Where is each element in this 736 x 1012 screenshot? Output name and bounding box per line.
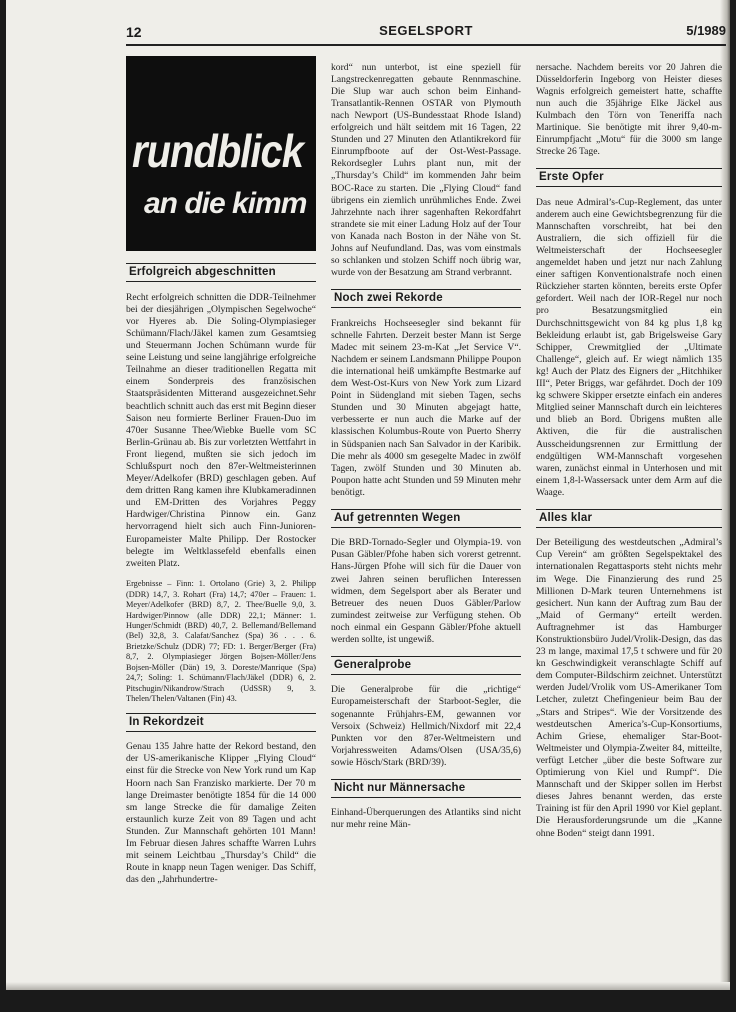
article-text: Frankreichs Hochseesegler sind bekannt für schnelle Fahrten. Derzeit bester Mann ist Serge Madec mit seinem 23-m-Kat „Jet Service V“. Nachdem er seinem Landsmann Philippe Poupon die international heiß umkämpfte Bestmarke auf dem West-Ost-Kurs von New York zum Lizard Point in Südengland mit sieben Tagen, sechs Stunden und 30 Minuten abgejagt hatte, verbesserte er nun auch die Marke auf der klassischen Kolumbus-Route von Puerto Sherry in Südspanien nach San Salvador in der Karibik. Die mehr als 4000 sm gesegelte Madec in zwölf Tagen, zwölf Stunden und 30 Minuten ab. Poupon hatte acht Stunden und 59 Minuten mehr benötigt. bbox=[331, 317, 521, 498]
article-heading: Auf getrennten Wegen bbox=[331, 509, 521, 528]
article-heading: Alles klar bbox=[536, 509, 722, 528]
article-heading: Noch zwei Rekorde bbox=[331, 289, 521, 308]
article-text: Einhand-Überquerungen des Atlantiks sind nicht nur mehr reine Män- bbox=[331, 807, 521, 831]
column-3 bbox=[536, 52, 722, 849]
article-rekordzeit bbox=[126, 713, 316, 887]
article-erste-opfer bbox=[536, 168, 722, 499]
article-heading: In Rekordzeit bbox=[126, 713, 316, 732]
article-text: kord“ nun unterbot, ist eine speziell für Langstreckenregatten gebaute Rennmaschine. Die Slup war auch schon beim Einhand-Transatlantik-Rennen OSTAR von Plymouth nach Newport (US-Bundesstaat Rhode Island) erfolgreich und hält seitdem mit 16 Tagen, 22 Stunden und 27 Minuten den Atlantikrekord für Einrumpfboote auf der Ost-West-Passage. Rekordsegler Luhrs plant nun, mit der „Thursday’s Child“ im kommenden Jahr beim BOC-Race zu starten. Die „Flying Cloud“ fand übrigens ein ziemlich unrühmliches Ende. Zwei Jahrzehnte nach ihrer sagenhaften Rekordfahrt strandete sie mit einer Ladung Holz auf der Tour von Kanada nach Boston in der Nähe von St. Johns auf Neufundland. Das, was vom einstmals so schlanken und stolzen Schiff noch übrig war, wurde von der Besatzung am Strand verbrannt. bbox=[331, 61, 521, 279]
results-text: Ergebnisse – Finn: 1. Ortolano (Grie) 3, 2. Philipp (DDR) 14,7, 3. Rohart (Fra) 14,7; 470er – Frauen: 1. Meyer/Adelkofer (BRD) 8,7, 2. Thee/Buelle 9,0, 3. Hardwiger/Pinnow (alle DDR) 22,1; Männer: 1. Hunger/Schmidt (BRD) 40,7, 2. Bellemand/Bellemand (Bel) 32,8, 3. Calafat/Sanchez (Spa) 36 . . . 6. Brietzke/Schulz (DDR) 77; FD: 1. Berger/Berger (Fra) 8,7, 2. Olympiasieger Jörgen Bojsen-Möller/Jens Bojsen-Möller (Dän) 19, 3. Doreste/Manrique (Spa) 24,7; Soling: 1. Schümann/Flach/Jäkel (DDR) 6, 2. Pitschugin/Nikandrow/Strach (UdSSR) 9, 3. Thelen/Thelen/Valtanen (Fin) 43. bbox=[126, 579, 316, 703]
article-text: Die Generalprobe für die „richtige“ Europameisterschaft der Starboot-Segler, die sogenannte Frühjahrs-EM, gewannen vor Versoix (Schweiz) Hellmich/Nixdorf mit 22,4 Punkten vor den 87er-Weltmeistern und Vorjahressweiten Adams/Olsen (USA/35,6) sowie Hösch/Stark (BRD/39). bbox=[331, 684, 521, 768]
article-heading: Generalprobe bbox=[331, 656, 521, 675]
article-text: Die BRD-Tornado-Segler und Olympia-19. von Pusan Gäbler/Pfohe haben sich vorerst getrennt. Hans-Jürgen Pfohe will sich für die Dauer von zwei Jahren seinen beruflichen Interessen widmen, dem Segelsport aber als Berater und Betreuer des neuen Duos Gäbler/Parlow zumindest zeitweise zur Verfügung stehen. Ob noch einmal ein Gespann Gäbler/Pfohe aktuell werden sollte, ist ungewiß. bbox=[331, 537, 521, 645]
article-text: Recht erfolgreich schnitten die DDR-Teilnehmer bei der diesjährigen „Olympischen Segelwoche“ vor Hyeres ab. Die Soling-Olympiasieger Schümann/Flach/Jäkel kamen zum Gesamtsieg und Steuermann Jochen Schümann wurde für seine Leistung und seine langjährige erfolgreiche Teilnahme an dieser traditionellen Regatta mit einem Sonderpreis des französischen Staatspräsidenten Mitterand ausgezeichnet.Sehr beachtlich schnitt auch das erst mit Beginn dieser Saison neu formierte Berliner Frauen-Duo im 470er Susanne Thee/Wiebke Buelle vom SC Berlin-Grünau ab. Bis zur vorletzten Wettfahrt in Front liegend, mußten sie sich jedoch im Schlußspurt noch den 87er-Weltmeisterinnen Meyer/Adelkofer (BRD) geschlagen geben. Auf dem dritten Rang kamen ihre Klubkameradinnen und EM-Dritten des Vorjahres Peggy Hardwiger/Christina Pinnow ein. Ganz hervorragend hielt sich auch Finn-Junioren-Europameister Malte Philipp. Der Rostocker belegte im Weltklassefeld ebenfalls einen zweiten Platz. bbox=[126, 291, 316, 569]
header-rule bbox=[126, 44, 726, 46]
page-header bbox=[126, 22, 726, 42]
article-text: nersache. Nachdem bereits vor 20 Jahren die Düsseldorferin Ingeborg von Heister dieses Wagnis erfolgreich gemeistert hatte, schaffte nun auch die 35jährige Elke Jäckel aus Kulmbach den Törn von Teneriffa nach Martinique. Sie benötigte mit ihrer 9,40-m-Einrumpfjacht „Motu“ für die 3000 sm lange Strecke 26 Tage. bbox=[536, 61, 722, 158]
article-text: Genau 135 Jahre hatte der Rekord bestand, den der US-amerikanische Klipper „Flying Cloud“ einst für die Strecke von New York rund um Kap Hoorn nach San Franzisko markierte. Der 70 m lange Dreimaster benötigte 1854 für die 14 000 sm lange Strecke die für damalige Zeiten erstaunlich kurze Zeit von 89 Tagen und acht Stunden. Zur Mannschaft gehörten 101 Mann! Im Februar diesen Jahres schaffte Warren Luhrs mit seinem Leichtbau „Thursday’s Child“ die Route in knapp neun Tagen weniger. Das Schiff, das den „Jahrhundertre- bbox=[126, 741, 316, 886]
article-zwei-rekorde bbox=[331, 289, 521, 499]
article-generalprobe bbox=[331, 656, 521, 769]
magazine-page bbox=[6, 0, 730, 990]
article-getrennte-wege bbox=[331, 509, 521, 647]
article-erfolgreich bbox=[126, 263, 316, 704]
article-maennersache-cont bbox=[536, 62, 722, 159]
page-bottom-shadow bbox=[6, 982, 730, 990]
page-number: 12 bbox=[126, 24, 142, 40]
issue-number: 5/1989 bbox=[686, 23, 726, 38]
article-text: Der Beteiligung des westdeutschen „Admiral’s Cup Verein“ am größten Segelspektakel des internationalen Regattasports steht nichts mehr im Wege. Die Finanzierung des rund 25 Millionen D-Mark teuren Unternehmens ist gesichert. Nun kann der Auftrag zum Bau der „Maid of Germany“ erteilt werden. Auftragnehmer ist das Hamburger Konstruktionsbüro Judel/Vrolik-Design, das das 23 m lange, maximal 17,5 t schwere und für 20 kn Geschwindigkeit veranschlagte Schiff auf dem Computer-Bildschirm zeichnet. Unterstützt werden Judel/Vrolik vom US-Amerikaner Tom Letcher, zuletzt Chefingenieur beim Bau der „Stars and Stripes“. Wie der Vorsitzende des westdeutschen America’s-Cup-Konsortiums, Achim Griese, ehemaliger Star-Boot-Weltmeister und Olympia-Zweiter 84, mitteilte, verfügt Letcher „über die beste Software zur Optimierung von Kiel und Rumpf“. Die Mannschaft und der Skipper sollen im Herbst dieses Jahres benannt werden, das erste Training ist für den April 1990 vor Kiel geplant. Die Herausforderungsrunde um die „Kanne ohne Boden“ steigt dann 1991. bbox=[536, 537, 722, 839]
article-rekordzeit-cont bbox=[331, 62, 521, 280]
logo-line-1: rundblick bbox=[132, 126, 304, 178]
article-heading: Erfolgreich abgeschnitten bbox=[126, 263, 316, 282]
rundblick-logo bbox=[126, 56, 316, 251]
article-text: Das neue Admiral’s-Cup-Reglement, das unter anderem auch eine Gewichtsbegrenzung für die Mannschaften vorschreibt, hat bei den Australiern, die sich offiziell für die Weltmeisterschaft der Hochseesegler angemeldet haben und jetzt nur nach Zahlung einer saftigen Konventionalstrafe noch einen Rückzieher starten könnten, bereits erste Opfer gefordert. Weil nach der IOR-Regel nur noch pro Besatzungsmitglied ein Durchschnittsgewicht von 84 kg plus 1,8 kg Bekleidung erlaubt ist, gab Brigelsweise Gary Schipper, Crewmitglied der „Ultimate Challenge“, gleich auf. Er wiegt nämlich 135 kg! Auch der Platz des Eigners der „Hitchhiker III“, Peter Briggs, war gefährdet. Doch der 109 kg schwere Skipper ersetzte einfach ein anderes Mitglied seiner Mannschaft durch ein leichteres und blieb an Bord. Übrigens mußten alle Aktiven, die für die australischen Ausscheidungsrennen zur Ermittlung der endgültigen WM-Mannschaft vorgesehen waren, zunächst einmal in Unterhosen und mit einem 1,8-l-Wassersack unter dem Arm auf die Waage. bbox=[536, 196, 722, 498]
article-maennersache bbox=[331, 779, 521, 832]
column-1 bbox=[126, 52, 316, 896]
magazine-title: SEGELSPORT bbox=[379, 23, 473, 38]
article-alles-klar bbox=[536, 509, 722, 840]
article-heading: Erste Opfer bbox=[536, 168, 722, 187]
article-heading: Nicht nur Männersache bbox=[331, 779, 521, 798]
logo-line-2: an die kimm bbox=[144, 187, 307, 220]
column-2 bbox=[331, 52, 521, 841]
